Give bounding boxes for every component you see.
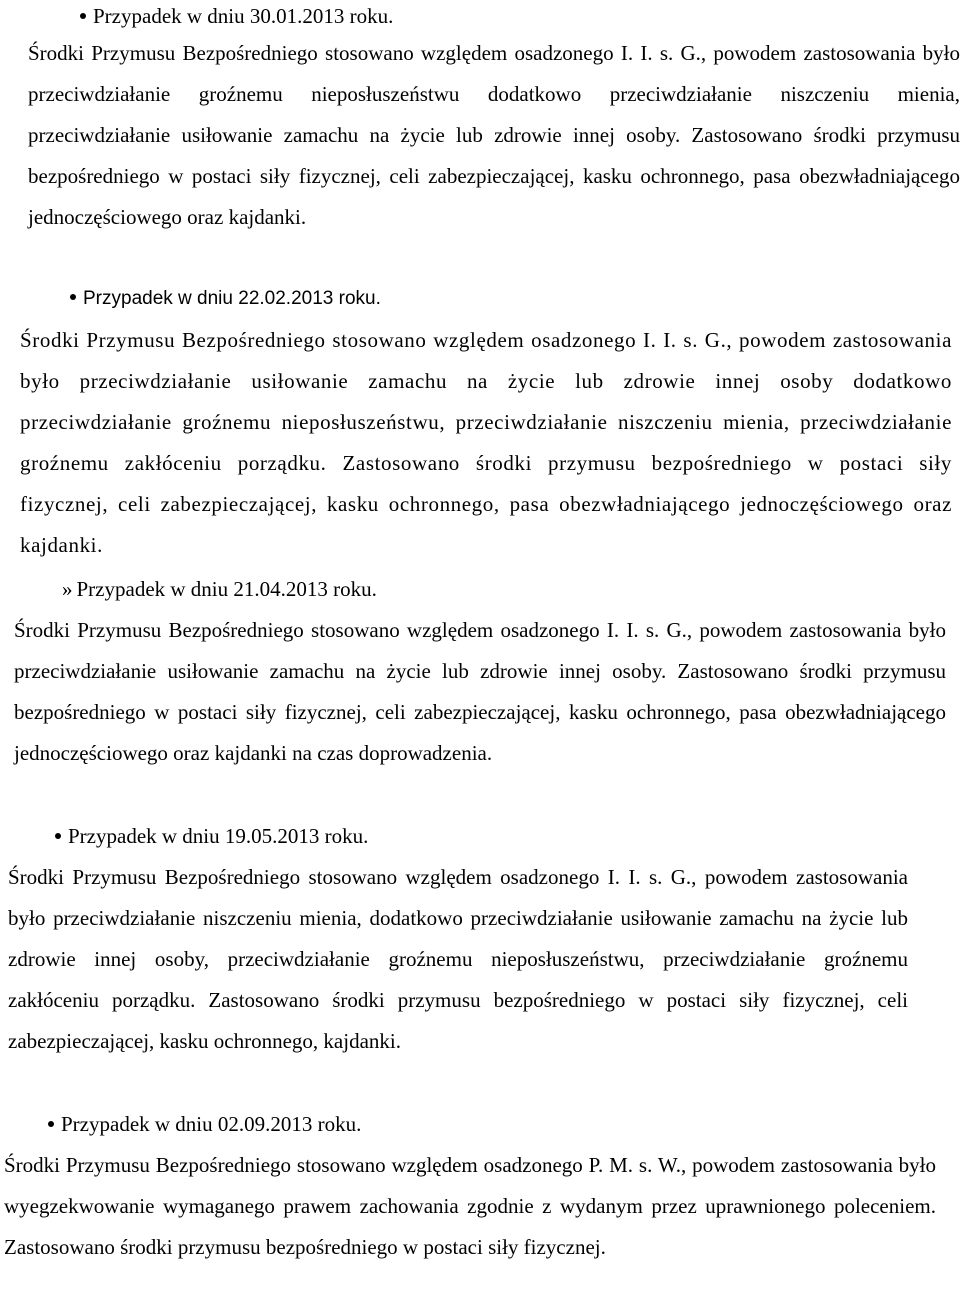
bullet-icon bbox=[48, 1121, 54, 1127]
bullet-icon bbox=[80, 13, 86, 19]
case-description: Środki Przymusu Bezpośredniego stosowano względem osadzonego I. I. s. G., powodem zastosowania było przeciwdziałanie usiłowanie zamachu na życie lub zdrowie innej osoby dodatkowo przeciwdziałanie groźnemu nieposłuszeństwu, przeciwdziałanie niszczeniu mienia, przeciwdziałanie groźnemu zakłóceniu porządku. Zastosowano środki przymusu bezpośredniego w postaci siły fizycznej, celi zabezpieczającej, kasku ochronnego, pasa obezwładniającego jednoczęściowego oraz kajdanki. bbox=[20, 328, 952, 557]
case-description: Środki Przymusu Bezpośredniego stosowano względem osadzonego I. I. s. G., powodem zastosowania było przeciwdziałanie niszczeniu mienia, dodatkowo przeciwdziałanie usiłowanie zamachu na życie lub zdrowie innej osoby, przeciwdziałanie groźnemu nieposłuszeństwu, przeciwdziałanie groźnemu zakłóceniu porządku. Zastosowano środki przymusu bezpośredniego w postaci siły fizycznej, celi zabezpieczającej, kasku ochronnego, kajdanki. bbox=[8, 865, 908, 1053]
case-date-heading: Przypadek w dniu 22.02.2013 roku. bbox=[70, 286, 381, 312]
bullet-icon bbox=[55, 833, 61, 839]
case-date-heading: Przypadek w dniu 30.01.2013 roku. bbox=[80, 3, 393, 29]
case-date-heading: » Przypadek w dniu 21.04.2013 roku. bbox=[62, 577, 377, 601]
case-description: Środki Przymusu Bezpośredniego stosowano względem osadzonego I. I. s. G., powodem zastosowania było przeciwdziałanie usiłowanie zamachu na życie lub zdrowie innej osoby. Zastosowano środki przymusu bezpośredniego w postaci siły fizycznej, celi zabezpieczającej, kasku ochronnego, pasa obezwładniającego jednoczęściowego oraz kajdanki na czas doprowadzenia. bbox=[14, 618, 946, 765]
case-description: Środki Przymusu Bezpośredniego stosowano względem osadzonego P. M. s. W., powodem zastosowania było wyegzekwowanie wymaganego prawem zachowania zgodnie z wydanym przez uprawnionego poleceniem. Zastosowano środki przymusu bezpośredniego w postaci siły fizycznej. bbox=[4, 1153, 936, 1259]
case-description: Środki Przymusu Bezpośredniego stosowano względem osadzonego I. I. s. G., powodem zastosowania było przeciwdziałanie groźnemu nieposłuszeństwu dodatkowo przeciwdziałanie niszczeniu mienia, przeciwdziałanie usiłowanie zamachu na życie lub zdrowie innej osoby. Zastosowano środki przymusu bezpośredniego w postaci siły fizycznej, celi zabezpieczającej, kasku ochronnego, pasa obezwładniającego jednoczęściowego oraz kajdanki. bbox=[28, 41, 960, 229]
bullet-icon bbox=[70, 294, 76, 300]
chevron-right-icon: » bbox=[62, 577, 73, 601]
case-date-heading: Przypadek w dniu 19.05.2013 roku. bbox=[55, 823, 368, 849]
case-date-heading: Przypadek w dniu 02.09.2013 roku. bbox=[48, 1111, 361, 1137]
